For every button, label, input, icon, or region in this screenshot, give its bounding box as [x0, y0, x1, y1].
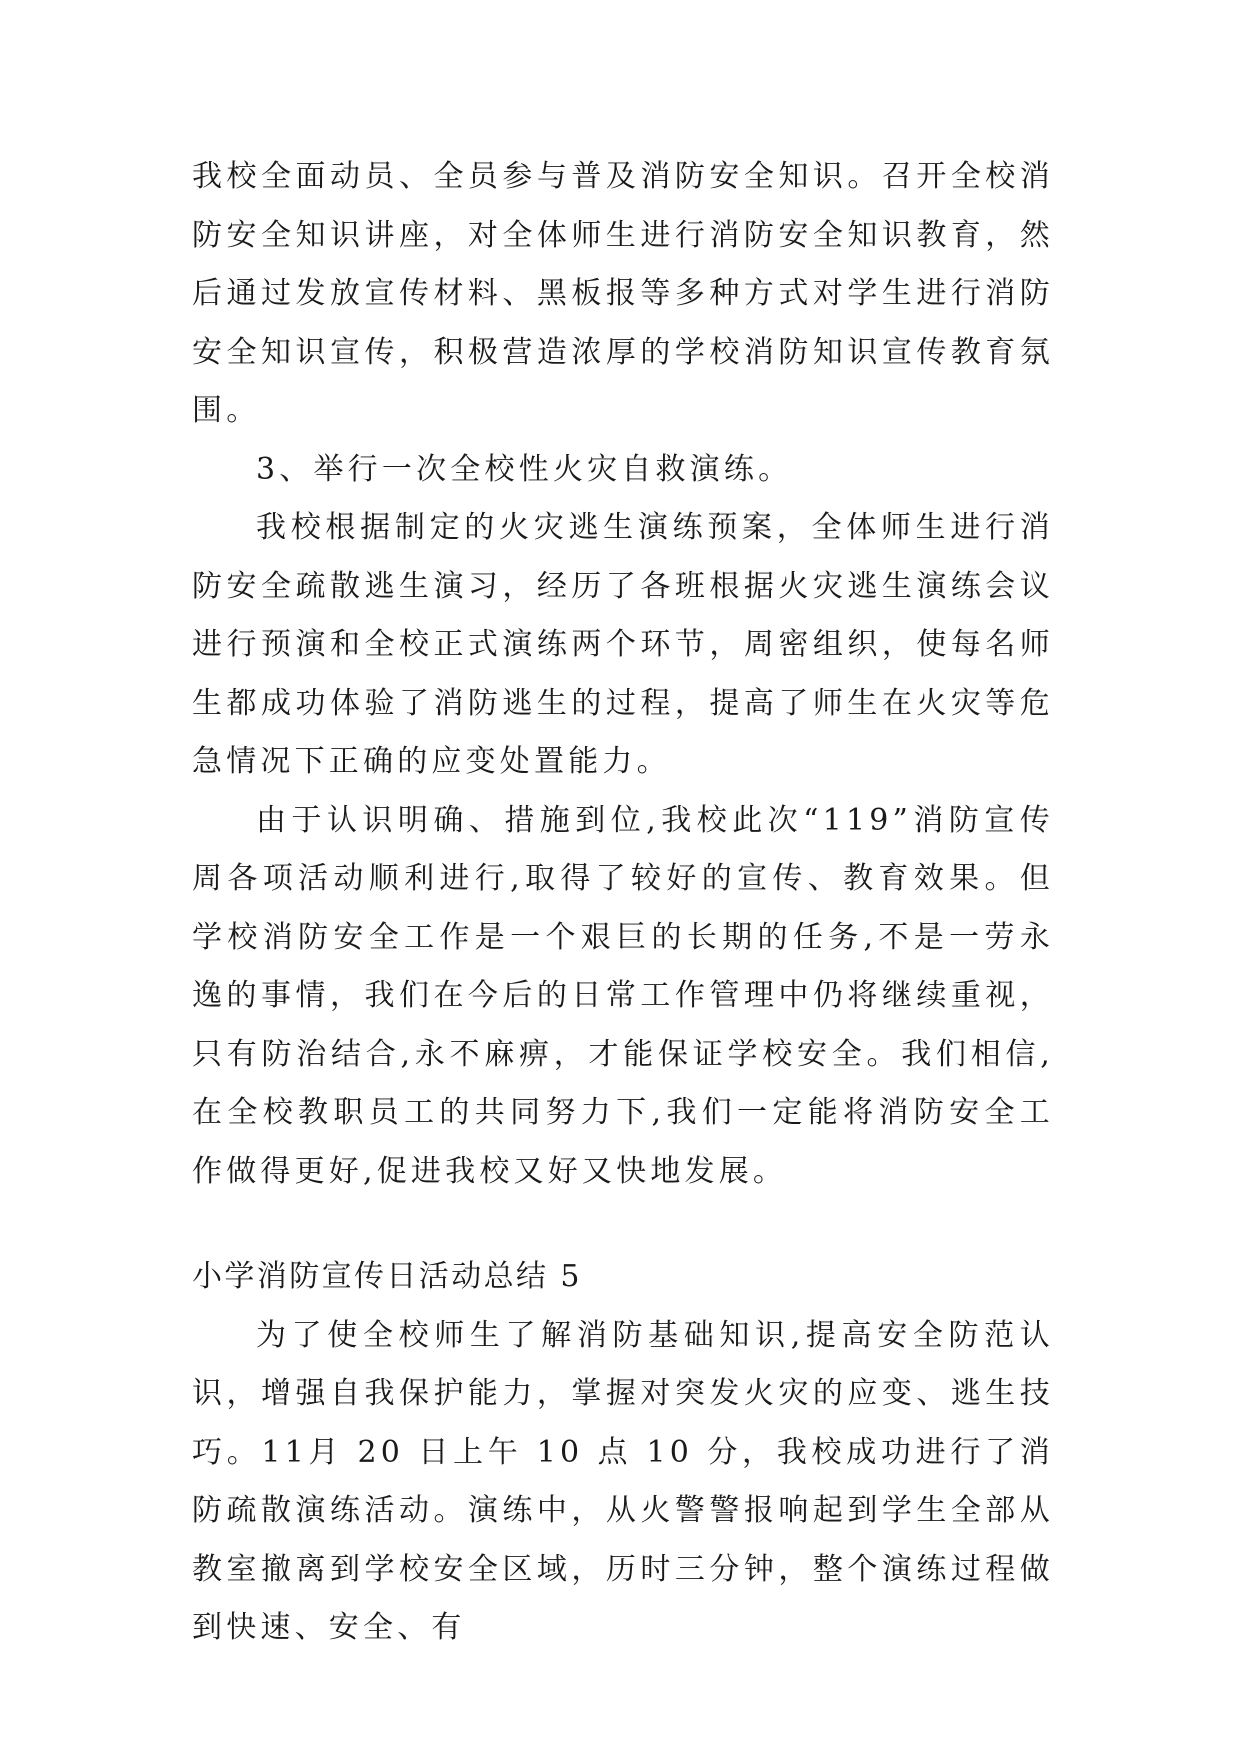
paragraph-drill-details: 我校根据制定的火灾逃生演练预案，全体师生进行消防安全疏散逃生演习，经历了各班根据火灾逃生演练会议进行预演和全校正式演练两个环节，周密组织，使每名师生都成功体验了消防逃生的过程，提高了师生在火灾等危急情况下正确的应变处置能力。 — [192, 510, 1054, 779]
paragraph-section5-intro: 为了使全校师生了解消防基础知识,提高安全防范认识，增强自我保护能力，掌握对突发火灾的应变、逃生技巧。11月 20 日上午 10 点 10 分，我校成功进行了消防疏散演练活动。演练中，从火警警报响起到学生全部从教室撤离到学校安全区域，历时三分钟，整个演练过程做到快速、安全、有 — [192, 1317, 1054, 1645]
paragraph-conclusion: 由于认识明确、措施到位,我校此次“119”消防宣传周各项活动顺利进行,取得了较好的宣传、教育效果。但学校消防安全工作是一个艰巨的长期的任务,不是一劳永逸的事情，我们在今后的日常工作管理中仍将继续重视，只有防治结合,永不麻痹，才能保证学校安全。我们相信,在全校教职员工的共同努力下,我们一定能将消防安全工作做得更好,促进我校又好又快地发展。 — [192, 802, 1054, 1189]
paragraph-knowledge-promotion: 我校全面动员、全员参与普及消防安全知识。召开全校消防安全知识讲座，对全体师生进行消防安全知识教育，然后通过发放宣传材料、黑板报等多种方式对学生进行消防安全知识宣传，积极营造浓厚的学校消防知识宣传教育氛围。 — [192, 159, 1054, 428]
paragraph-drill-heading: 3、举行一次全校性火灾自救演练。 — [256, 451, 793, 487]
document-body — [192, 148, 1054, 1658]
section-title: 小学消防宣传日活动总结 5 — [192, 1259, 582, 1294]
